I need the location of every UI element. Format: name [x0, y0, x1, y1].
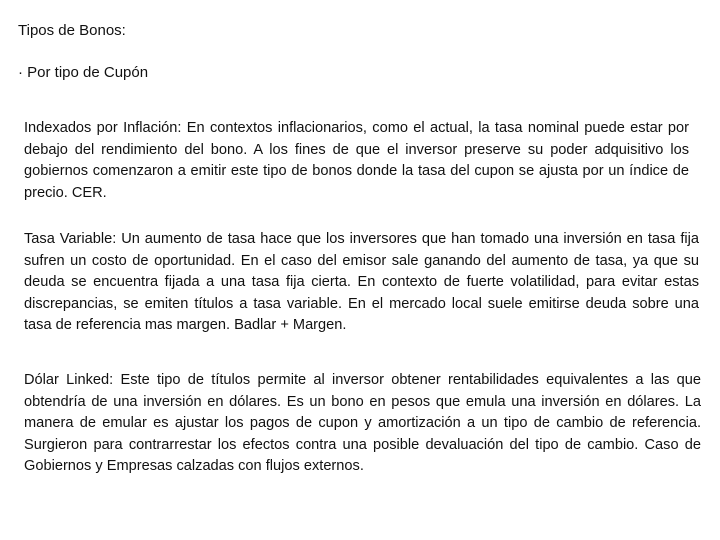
paragraph-inflation-indexed [24, 118, 689, 204]
paragraph-variable-rate [24, 229, 699, 337]
term-label: Dólar Linked: [24, 372, 114, 388]
term-label: Tasa Variable: [24, 231, 117, 247]
page-title: Tipos de Bonos: [18, 22, 126, 39]
paragraph-text: Un aumento de tasa hace que los inversores que han tomado una inversión en tasa fija sufren un costo de oportunidad. En el caso del emisor sale ganando del aumento de tasa, ya que su deuda se encuentra fijada a una tasa fija cierta. En contexto de fuerte volatilidad, para evitar estas discrepancias, se emiten títulos a tasa variable. En el mercado local suele emitirse deuda sobre una tasa de referencia mas margen. Badlar + Margen. [24, 231, 699, 333]
paragraph-dollar-linked [24, 370, 701, 478]
paragraph-text: En contextos inflacionarios, como el actual, la tasa nominal puede estar por debajo del rendimiento del bono. A los fines de que el inversor preserve su poder adquisitivo los gobiernos comenzaron a emitir este tipo de bonos donde la tasa del cupon se ajusta por un índice de precio. CER. [24, 120, 689, 201]
term-label: Indexados por Inflación: [24, 120, 182, 136]
section-heading: · Por tipo de Cupón [18, 64, 149, 81]
paragraph-text: Este tipo de títulos permite al inversor obtener rentabilidades equivalentes a las que obtendría de una inversión en dólares. Es un bono en pesos que emula una inversión en dólares. La manera de emular es ajustar los pagos de cupon y amortización a un tipo de cambio de referencia. Surgieron para contrarrestar los efectos contra una posible devaluación del tipo de cambio. Caso de Gobiernos y Empresas calzadas con flujos externos. [24, 372, 701, 474]
